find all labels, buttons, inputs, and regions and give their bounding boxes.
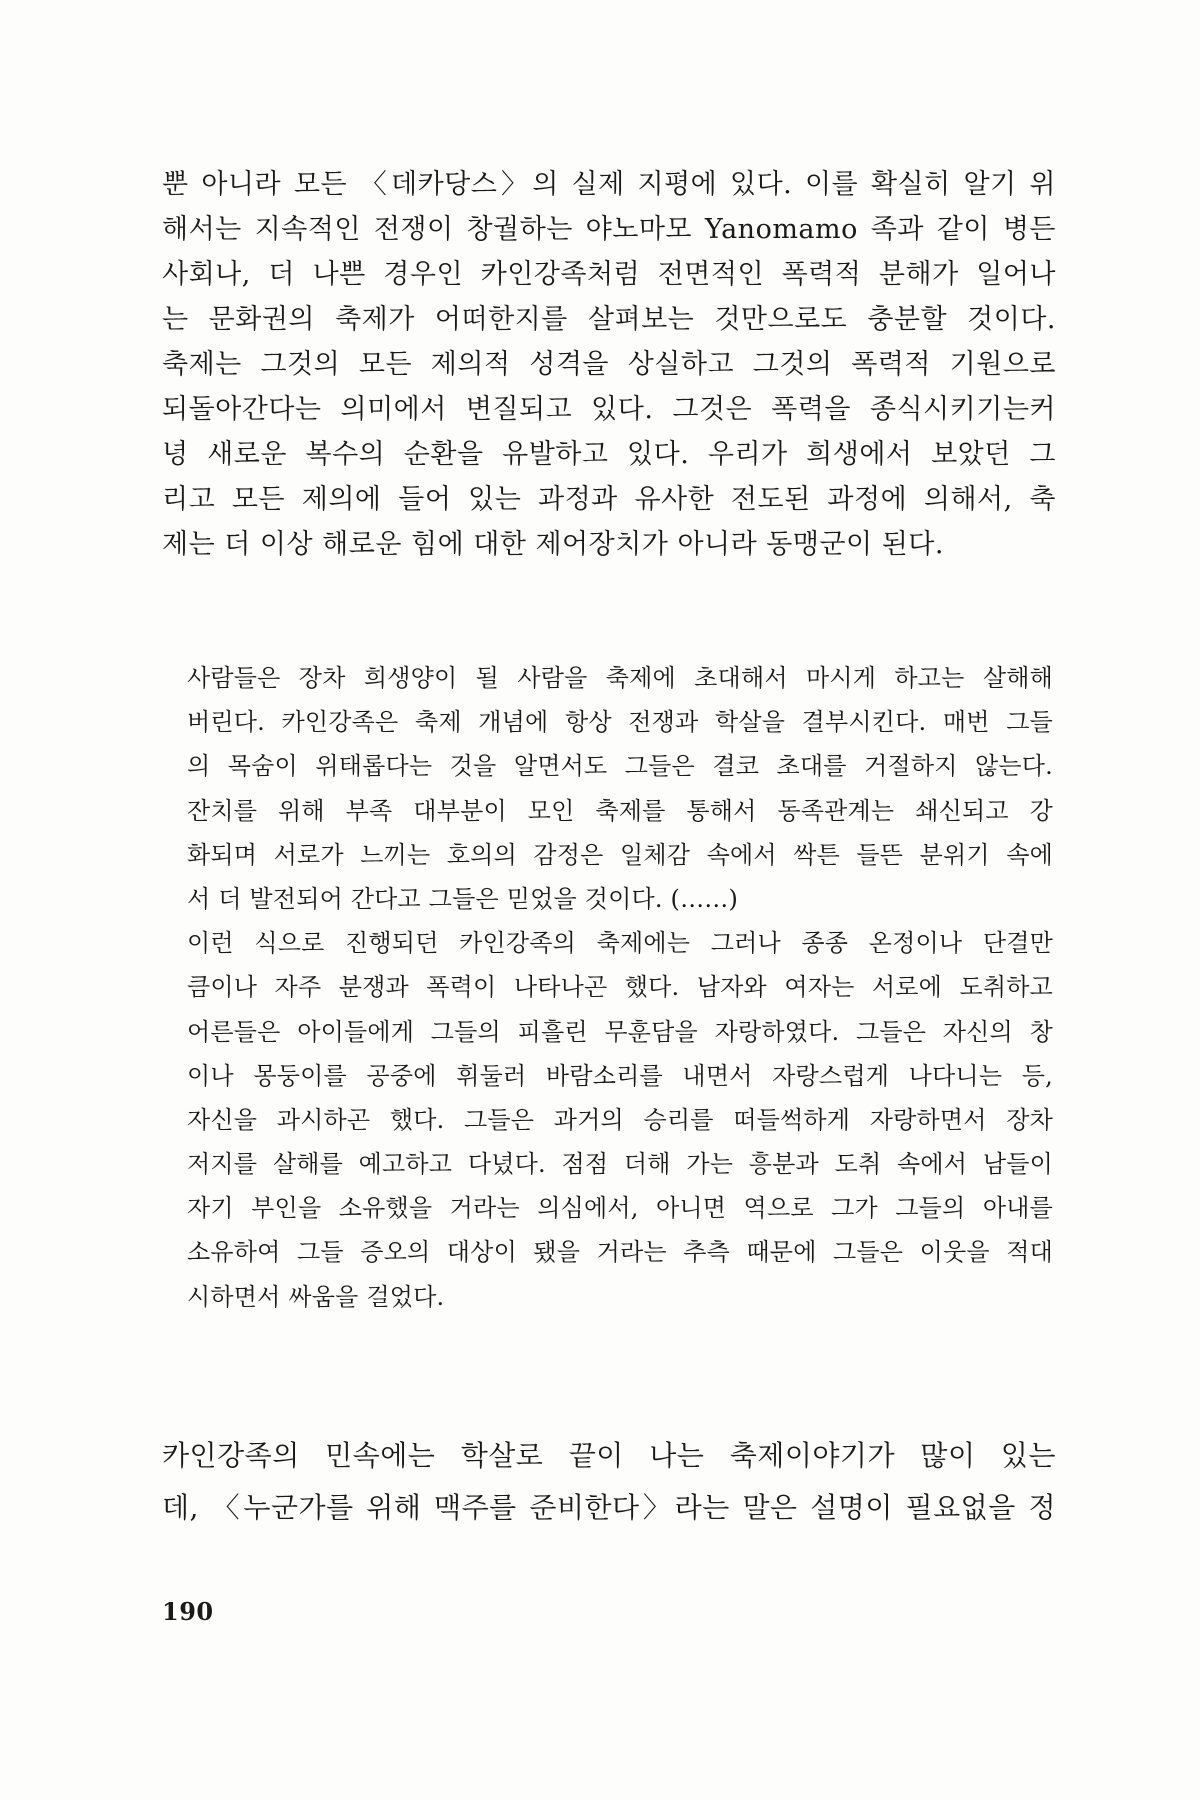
quote-line: 시하면서 싸움을 걸었다. <box>187 1282 445 1311</box>
text-line: 데, 〈누군가를 위해 맥주를 준비한다〉라는 말은 설명이 필요없을 정 <box>162 1491 1056 1524</box>
page-number: 190 <box>162 1597 214 1626</box>
quote-line: 소유하여 그들 증오의 대상이 됐을 거라는 추측 때문에 그들은 이웃을 적대 <box>187 1238 1053 1267</box>
quote-line: 큼이나 자주 분쟁과 폭력이 나타나곤 했다. 남자와 여자는 서로에 도취하고 <box>187 973 1053 1002</box>
text-line: 되돌아간다는 의미에서 변질되고 있다. 그것은 폭력을 종식시키기는커 <box>162 394 1056 425</box>
quote-line: 의 목숨이 위태롭다는 것을 알면서도 그들은 결코 초대를 거절하지 않는다. <box>187 752 1053 781</box>
text-line: 축제는 그것의 모든 제의적 성격을 상실하고 그것의 폭력적 기원으로 <box>162 349 1056 380</box>
quote-line: 이런 식으로 진행되던 카인강족의 축제에는 그러나 종종 온정이나 단결만 <box>187 929 1053 958</box>
quote-line: 이나 몽둥이를 공중에 휘둘러 바람소리를 내면서 자랑스럽게 나다니는 등, <box>187 1061 1053 1090</box>
final-paragraph <box>162 1430 1056 1534</box>
text-line: 뿐 아니라 모든 〈데카당스〉의 실제 지평에 있다. 이를 확실히 알기 위 <box>162 169 1056 200</box>
main-paragraph <box>162 162 1056 567</box>
quote-line: 서 더 발전되어 간다고 그들은 믿었을 것이다. (……) <box>187 884 739 913</box>
text-line: 해서는 지속적인 전쟁이 창궐하는 야노마모 Yanomamo 족과 같이 병든 <box>162 214 1056 245</box>
quote-line: 화되며 서로가 느끼는 호의의 감정은 일체감 속에서 싹튼 들뜬 분위기 속에 <box>187 840 1053 869</box>
quote-line: 버린다. 카인강족은 축제 개념에 항상 전쟁과 학살을 결부시킨다. 매번 그들 <box>187 708 1053 737</box>
quote-line: 잔치를 위해 부족 대부분이 모인 축제를 통해서 동족관계는 쇄신되고 강 <box>187 796 1053 825</box>
text-line: 사회나, 더 나쁜 경우인 카인강족처럼 전면적인 폭력적 분해가 일어나 <box>162 259 1056 290</box>
text-line: 는 문화권의 축제가 어떠한지를 살펴보는 것만으로도 충분할 것이다. <box>162 304 1056 335</box>
quote-line: 저지를 살해를 예고하고 다녔다. 점점 더해 가는 흥분과 도취 속에서 남들이 <box>187 1150 1053 1179</box>
text-line: 녕 새로운 복수의 순환을 유발하고 있다. 우리가 희생에서 보았던 그 <box>162 439 1056 470</box>
quote-line: 자신을 과시하곤 했다. 그들은 과거의 승리를 떠들썩하게 자랑하면서 장차 <box>187 1105 1053 1134</box>
text-line: 카인강족의 민속에는 학살로 끝이 나는 축제이야기가 많이 있는 <box>162 1439 1056 1472</box>
text-line: 리고 모든 제의에 들어 있는 과정과 유사한 전도된 과정에 의해서, 축 <box>162 484 1056 515</box>
quote-line: 사람들은 장차 희생양이 될 사람을 축제에 초대해서 마시게 하고는 살해해 <box>187 664 1053 692</box>
text-line: 제는 더 이상 해로운 힘에 대한 제어장치가 아니라 동맹군이 된다. <box>162 529 944 560</box>
quote-line: 어른들은 아이들에게 그들의 피흘린 무훈담을 자랑하였다. 그들은 자신의 창 <box>187 1017 1053 1046</box>
quote-line: 자기 부인을 소유했을 거라는 의심에서, 아니면 역으로 그가 그들의 아내를 <box>187 1194 1053 1223</box>
block-quote <box>187 656 1053 1319</box>
